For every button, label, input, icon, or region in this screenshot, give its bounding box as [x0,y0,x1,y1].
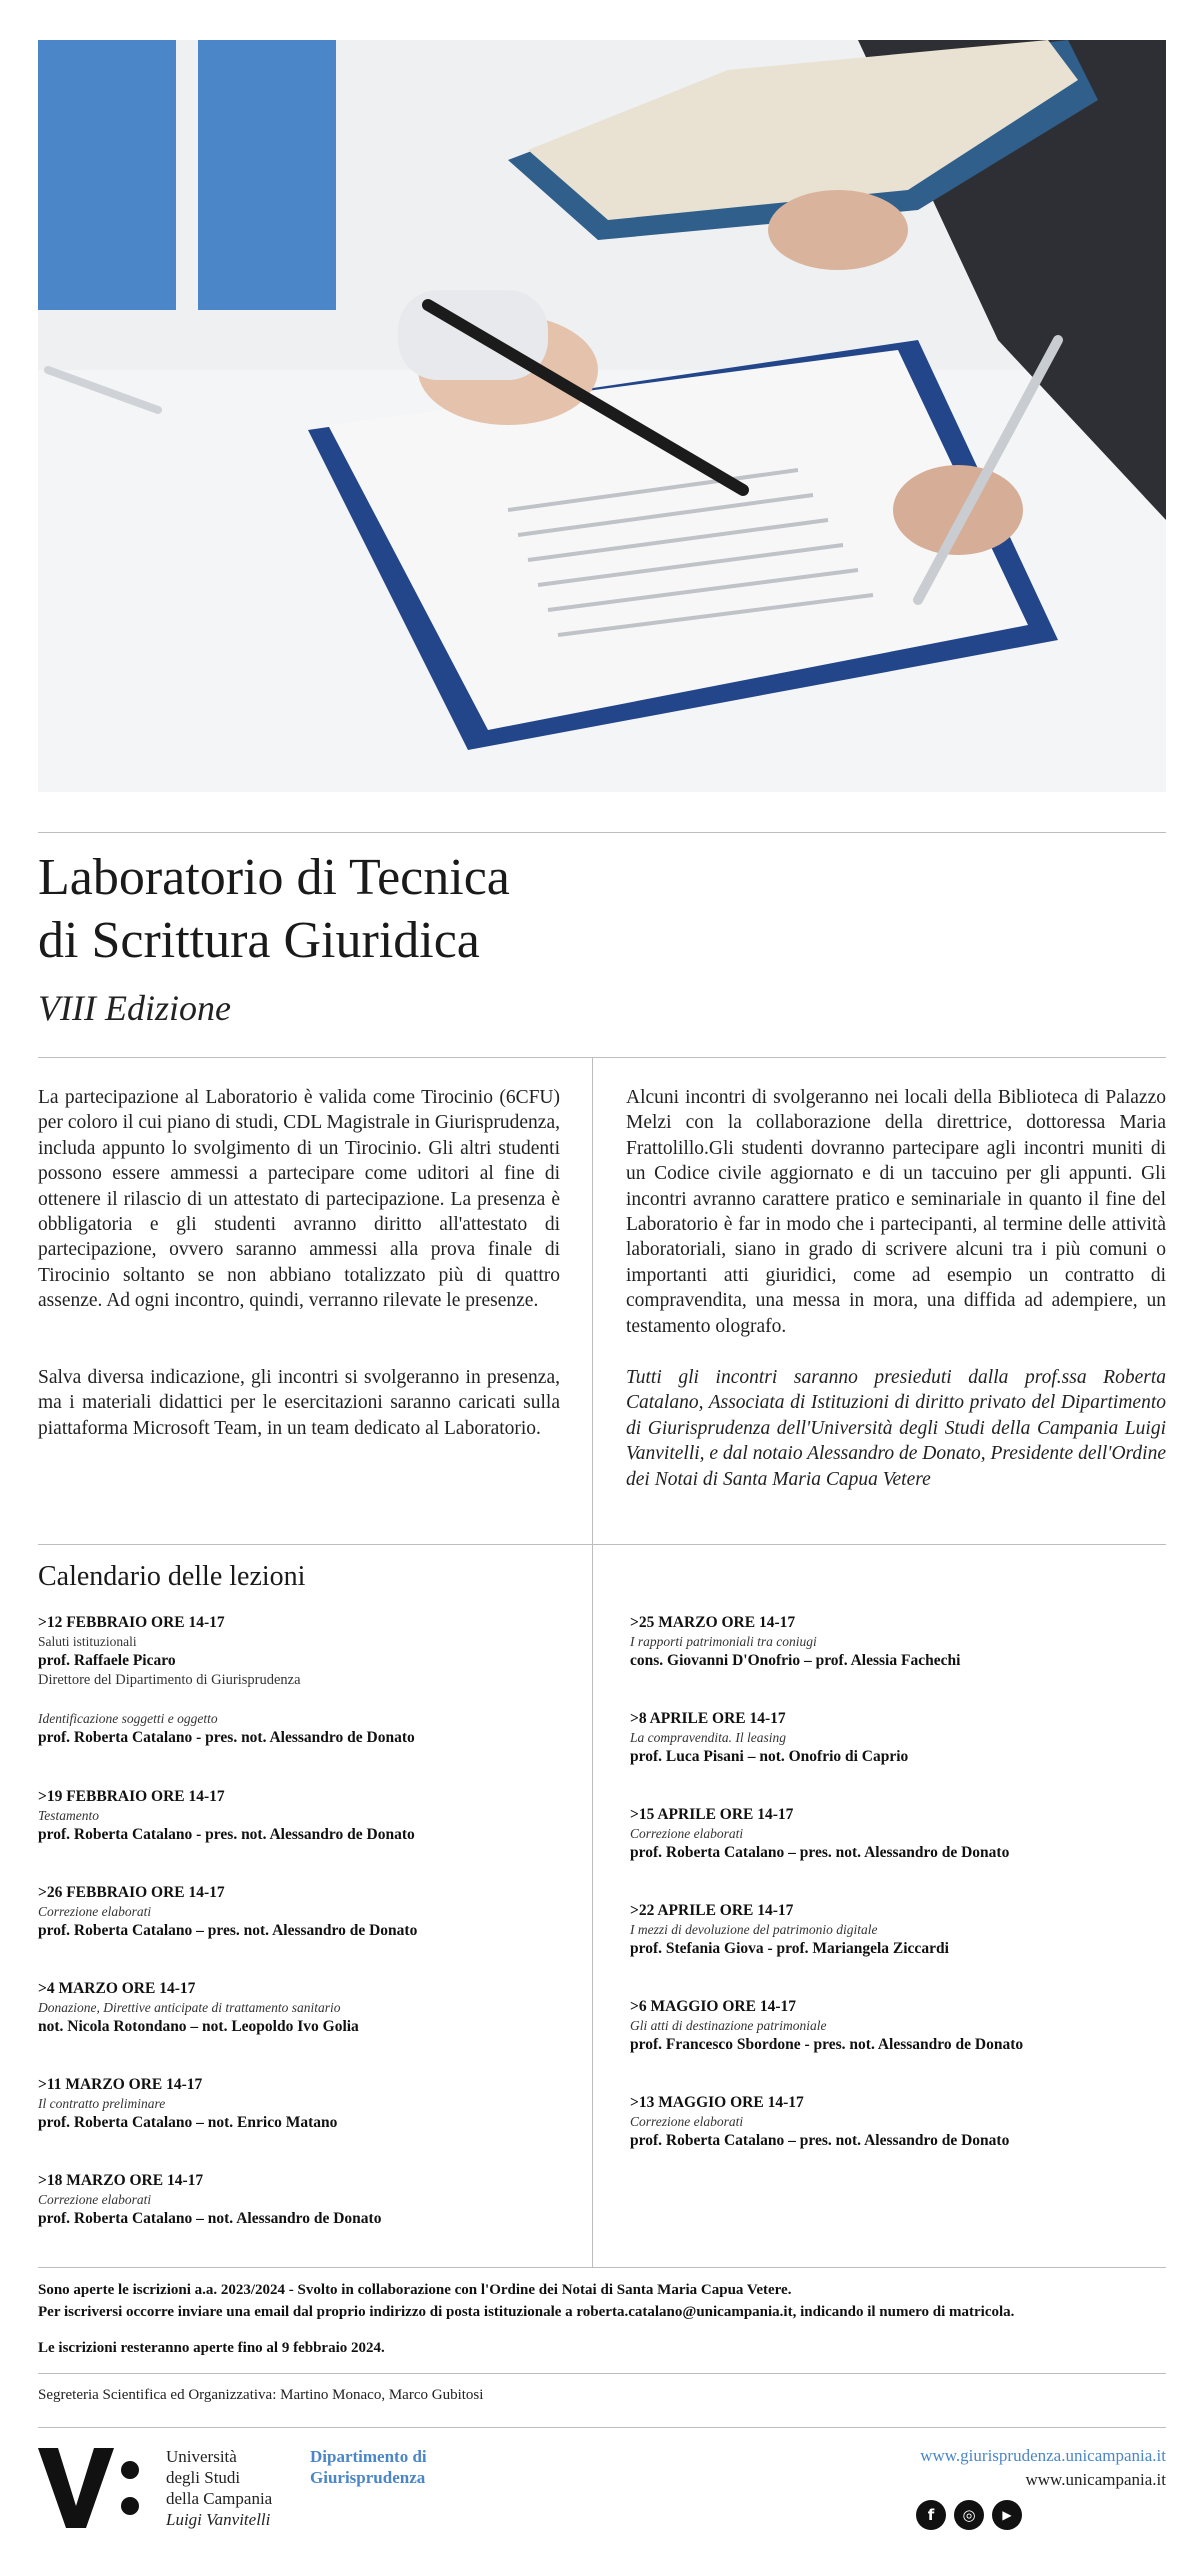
lesson-teacher: prof. Roberta Catalano – not. Enrico Matano [38,2114,338,2131]
lesson-teacher: not. Nicola Rotondano – not. Leopoldo Ivo Golia [38,2018,359,2035]
divider [38,2267,1166,2268]
lesson-teacher: prof. Roberta Catalano – pres. not. Alessandro de Donato [630,2132,1010,2149]
divider [38,1544,1166,1545]
lesson-item [38,2075,578,2133]
lesson-teacher-role: Direttore del Dipartimento di Giurisprudenza [38,1672,301,1688]
intro-right-paragraph-2: Tutti gli incontri saranno presieduti dalla prof.ssa Roberta Catalano, Associata di Istituzioni di diritto privato del Dipartimento di Giurisprudenza dell'Università degli Studi della Campania Luigi Vanvitelli, e dal notaio Alessandro de Donato, Presidente dell'Ordine dei Notai di Santa Maria Capua Vetere [626,1367,1166,1490]
lesson-topic: Testamento [38,1808,100,1823]
university-name-line: degli Studi [166,2468,241,2487]
divider [38,1057,1166,1058]
title-line-2: di Scrittura Giuridica [38,912,480,969]
lesson-topic: Correzione elaborati [38,1904,152,1919]
page-title [38,846,938,972]
divider [38,2427,1166,2428]
hero-photo [38,40,1166,792]
lesson-teacher: prof. Roberta Catalano – pres. not. Alessandro de Donato [630,1844,1010,1861]
lesson-item [630,1613,1170,1671]
lesson-teacher: prof. Raffaele Picaro [38,1652,176,1669]
lesson-date: >25 MARZO ORE 14-17 [630,1614,796,1631]
lesson-teacher: prof. Luca Pisani – not. Onofrio di Caprio [630,1748,909,1765]
lesson-topic: Correzione elaborati [630,2114,744,2129]
social-links [916,2500,1022,2530]
lesson-item [630,2093,1170,2151]
lesson-teacher: prof. Francesco Sbordone - pres. not. Alessandro de Donato [630,2036,1024,2053]
lesson-topic: Identificazione soggetti e oggetto [38,1711,218,1726]
department-name-line: Giurisprudenza [310,2468,426,2487]
intro-right-paragraph-1: Alcuni incontri di svolgeranno nei locali della Biblioteca di Palazzo Melzi con la collaborazione della direttrice, dottoressa Maria Frattolillo.Gli studenti dovranno partecipare agli incontri muniti di un Codice civile aggiornato e di un taccuino per gli appunti. Gli incontri avranno carattere pratico e seminariale in quanto il fine del Laboratorio è far in modo che i partecipanti, al termine delle attività laboratoriali, siano in grado di scrivere alcuni tra i più comuni o importanti atti giuridici, come ad esempio un contratto di compravendita, una messa in mora, una diffida ad adempiere, un testamento olografo. [626,1087,1166,1337]
university-logo-icon [38,2448,148,2528]
lesson-topic: Saluti istituzionali [38,1634,137,1649]
university-name [166,2446,272,2530]
youtube-icon[interactable]: ▶ [992,2500,1022,2530]
lesson-date: >15 APRILE ORE 14-17 [630,1806,794,1823]
lesson-teacher: prof. Roberta Catalano – not. Alessandro de Donato [38,2210,382,2227]
lesson-teacher: prof. Roberta Catalano – pres. not. Alessandro de Donato [38,1922,418,1939]
divider [38,832,1166,833]
lesson-date: >18 MARZO ORE 14-17 [38,2172,204,2189]
calendar-title: Calendario delle lezioni [38,1561,306,1592]
lesson-teacher: prof. Stefania Giova - prof. Mariangela Ziccardi [630,1940,949,1957]
lesson-date: >26 FEBBRAIO ORE 14-17 [38,1884,225,1901]
lesson-topic: Donazione, Direttive anticipate di trattamento sanitario [38,2000,341,2015]
university-name-line: della Campania [166,2489,273,2508]
notice-line: Per iscriversi occorre inviare una email dal proprio indirizzo di posta istituzionale a roberta.catalano@unicampania.it, indicando il numero di matricola. [38,2304,1015,2320]
lesson-item [630,1901,1170,1959]
university-website-link[interactable]: www.unicampania.it [1025,2470,1166,2489]
lesson-item [38,1883,578,1941]
column-divider [592,1544,593,2267]
intro-left-paragraph-1: La partecipazione al Laboratorio è valida come Tirocinio (6CFU) per coloro il cui piano di studi, CDL Magistrale in Giurisprudenza, includa appunto lo svolgimento di un Tirocinio. Gli altri studenti possono essere ammessi a partecipare come uditori al fine di ottenere il rilascio di un attestato di partecipazione. La presenza è obbligatoria e gli studenti avranno diritto all'attestato di partecipazione, ovvero saranno ammessi alla prova finale di Tirocinio soltanto se non abbiano totalizzato più di quattro assenze. Ad ogni incontro, quindi, verranno rilevate le presenze. [38,1087,560,1312]
lesson-item [630,1997,1170,2055]
lesson-item [630,1805,1170,1863]
registration-notice [38,2279,1166,2359]
lesson-topic: La compravendita. Il leasing [630,1730,786,1745]
edition-subtitle: VIII Edizione [38,988,231,1028]
instagram-icon[interactable]: ◎ [954,2500,984,2530]
university-name-line: Luigi Vanvitelli [166,2510,271,2529]
divider [38,2373,1166,2374]
notice-line: Sono aperte le iscrizioni a.a. 2023/2024 - Svolto in collaborazione con l'Ordine dei Notai di Santa Maria Capua Vetere. [38,2282,792,2298]
secretary-line: Segreteria Scientifica ed Organizzativa: Martino Monaco, Marco Gubitosi [38,2387,484,2403]
lesson-topic: Correzione elaborati [38,2192,152,2207]
lesson-item [38,1979,578,2037]
lesson-item [38,1787,578,1845]
lesson-teacher: cons. Giovanni D'Onofrio – prof. Alessia Fachechi [630,1652,961,1669]
lesson-date: >11 MARZO ORE 14-17 [38,2076,203,2093]
lesson-date: >22 APRILE ORE 14-17 [630,1902,794,1919]
department-website-link[interactable]: www.giurisprudenza.unicampania.it [920,2446,1166,2465]
column-divider [592,1057,593,1544]
lesson-item [38,1613,578,1748]
lesson-date: >19 FEBBRAIO ORE 14-17 [38,1788,225,1805]
department-name-line: Dipartimento di [310,2447,427,2466]
lesson-date: >6 MAGGIO ORE 14-17 [630,1998,796,2015]
lesson-date: >4 MARZO ORE 14-17 [38,1980,196,1997]
lesson-item [630,1709,1170,1767]
lesson-topic: I rapporti patrimoniali tra coniugi [630,1634,817,1649]
lesson-topic: I mezzi di devoluzione del patrimonio digitale [630,1922,878,1937]
lesson-topic: Correzione elaborati [630,1826,744,1841]
lesson-teacher: prof. Roberta Catalano - pres. not. Alessandro de Donato [38,1729,415,1746]
lesson-topic: Gli atti di destinazione patrimoniale [630,2018,827,2033]
closing-quote-icon [38,40,358,305]
facebook-icon[interactable]: f [916,2500,946,2530]
title-line-1: Laboratorio di Tecnica [38,849,510,906]
department-name [310,2446,427,2488]
lesson-item [38,2171,578,2229]
lesson-topic: Il contratto preliminare [38,2096,166,2111]
intro-left-paragraph-2: Salva diversa indicazione, gli incontri si svolgeranno in presenza, ma i materiali didattici per le esercitazioni saranno caricati sulla piattaforma Microsoft Team, in un team dedicato al Laboratorio. [38,1367,560,1439]
lesson-date: >8 APRILE ORE 14-17 [630,1710,786,1727]
lesson-teacher: prof. Roberta Catalano - pres. not. Alessandro de Donato [38,1826,415,1843]
notice-deadline: Le iscrizioni resteranno aperte fino al 9 febbraio 2024. [38,2340,385,2356]
lesson-date: >12 FEBBRAIO ORE 14-17 [38,1614,225,1631]
lesson-date: >13 MAGGIO ORE 14-17 [630,2094,804,2111]
university-name-line: Università [166,2447,237,2466]
